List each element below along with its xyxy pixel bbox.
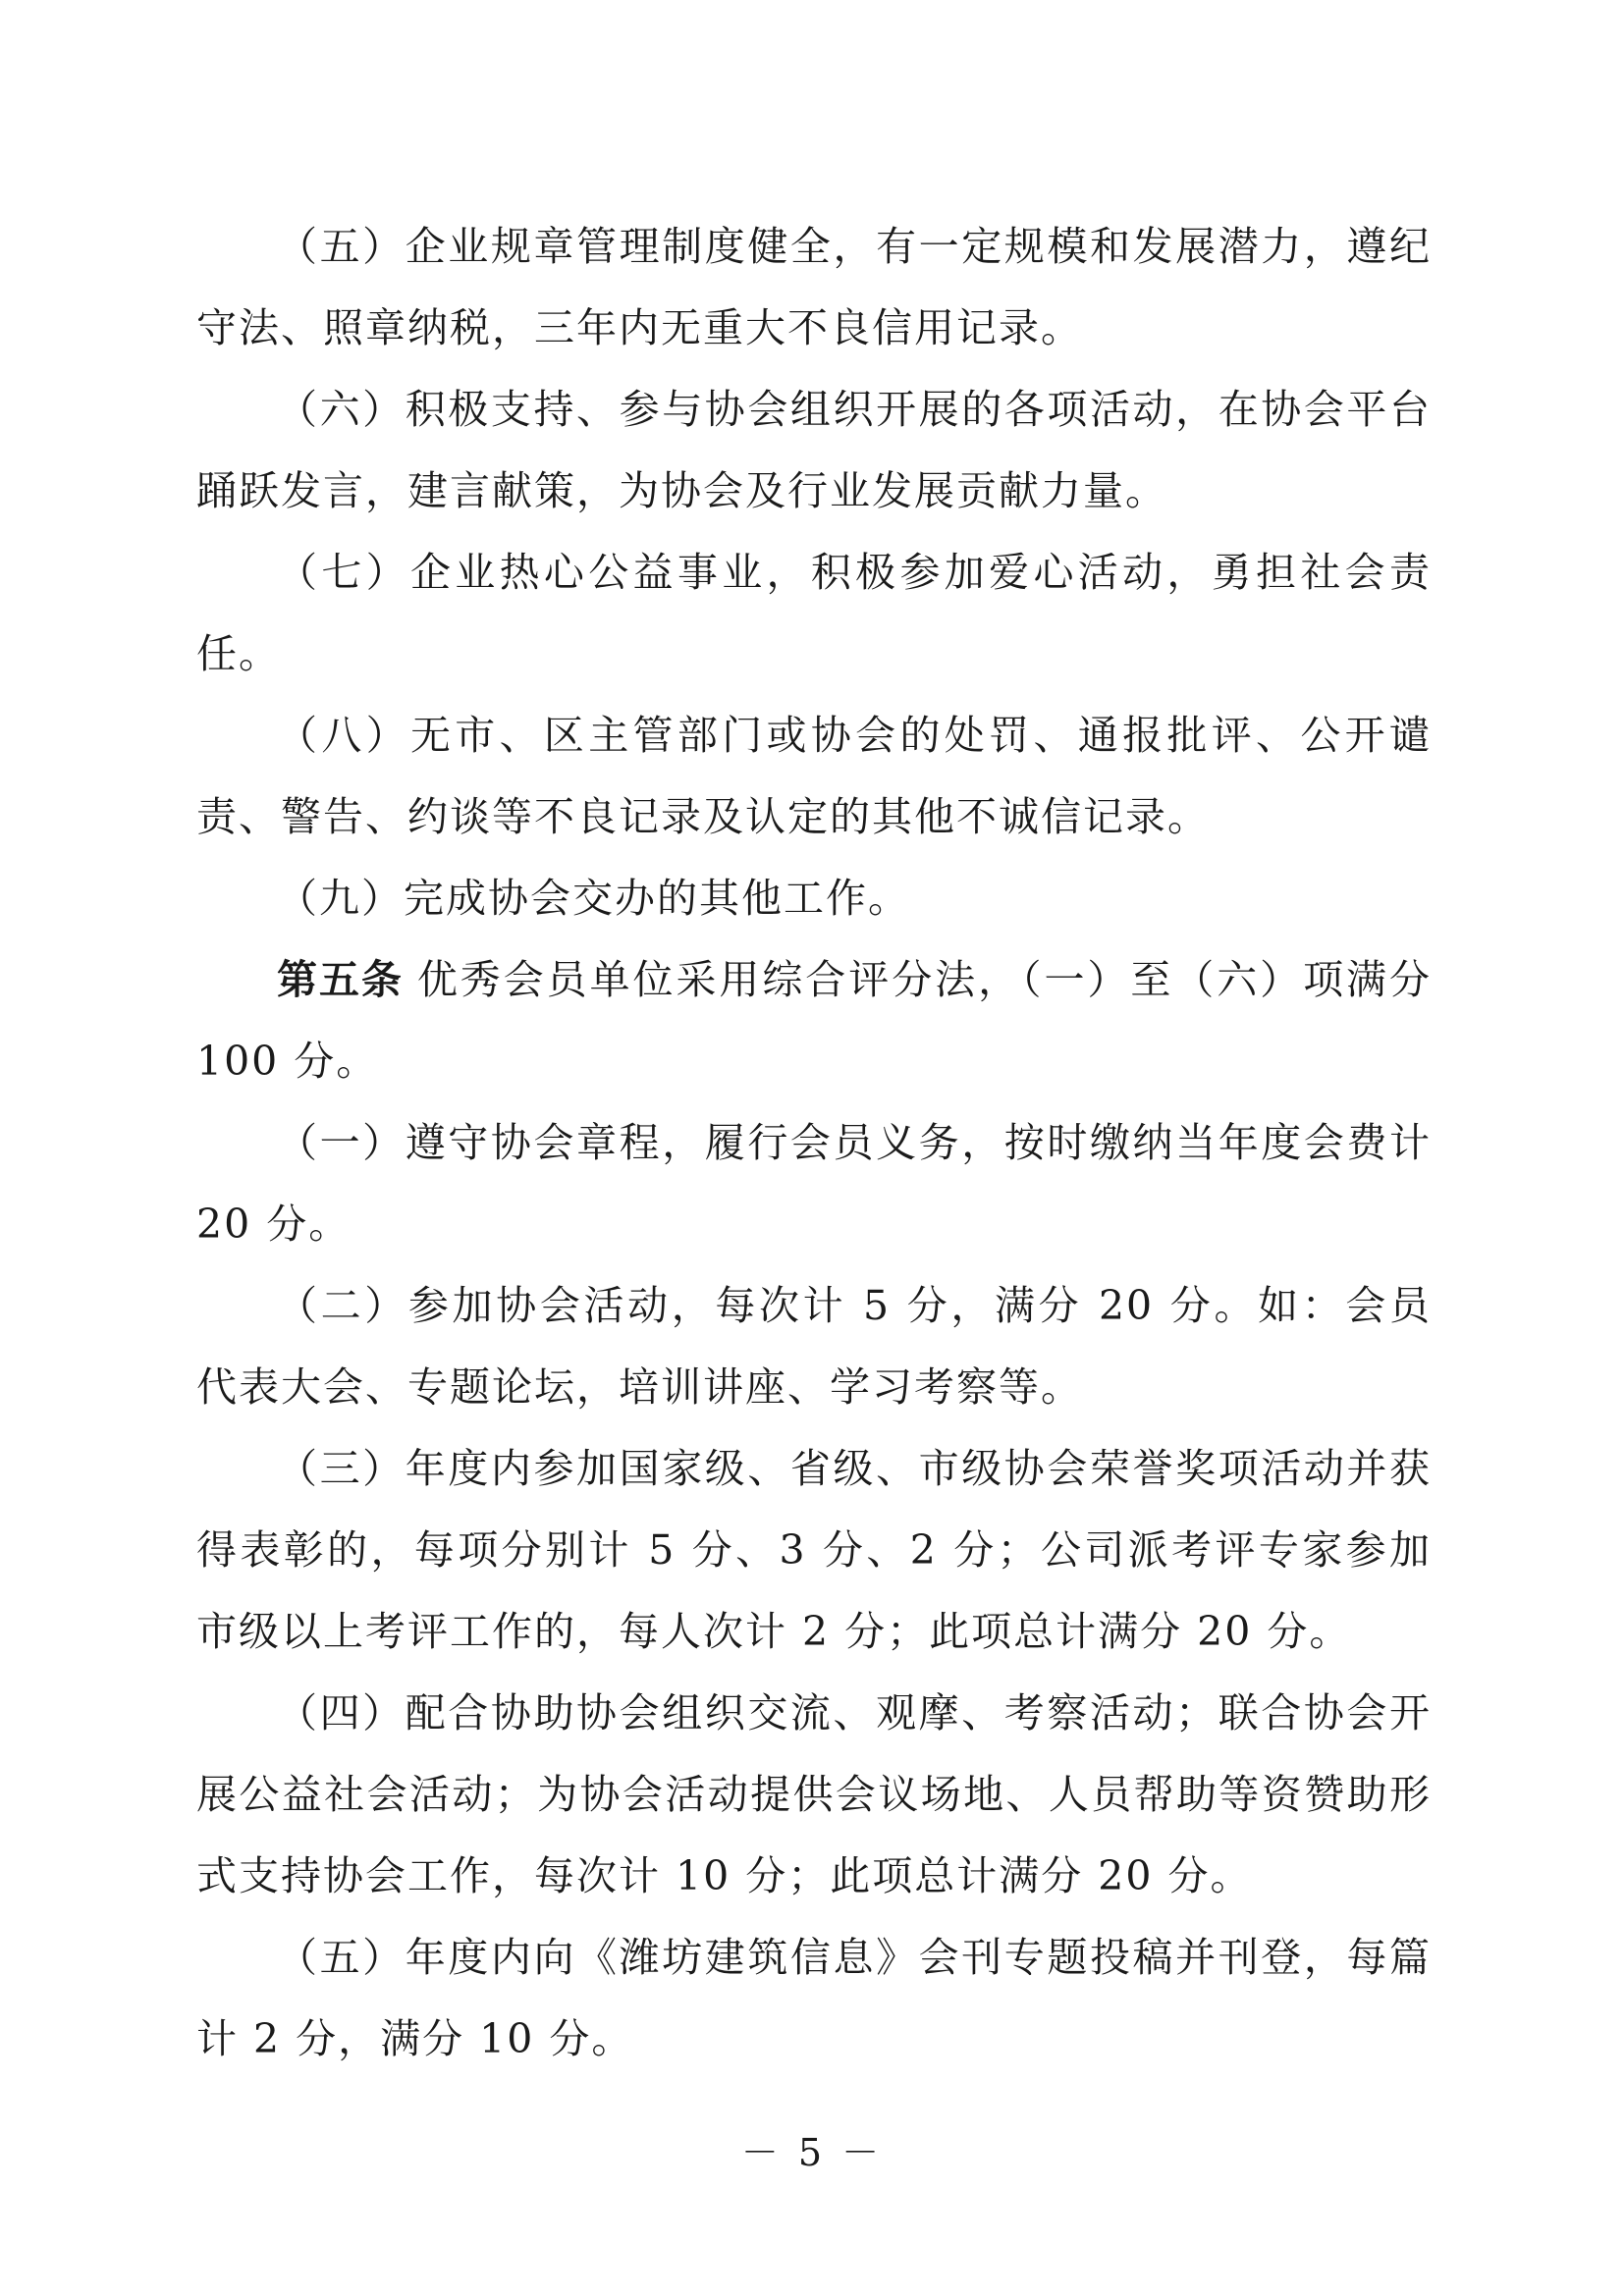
scoring-item-five bbox=[196, 1917, 1432, 2080]
paragraph-text: （四）配合协助协会组织交流、观摩、考察活动；联合协会开展公益社会活动；为协会活动提供会议场地、人员帮助等资赞助形式支持协会工作，每次计 10 分；此项总计满分 20 分。 bbox=[196, 1689, 1432, 1899]
article-five-paragraph bbox=[196, 939, 1432, 1102]
paragraph-text: （三）年度内参加国家级、省级、市级协会荣誉奖项活动并获得表彰的，每项分别计 5 分、3 分、2 分；公司派考评专家参加市级以上考评工作的，每人次计 2 分；此项总计满分 20 分。 bbox=[196, 1445, 1432, 1655]
scoring-item-one bbox=[196, 1102, 1432, 1265]
article-label: 第五条 bbox=[277, 956, 404, 1003]
clause-six-paragraph bbox=[196, 369, 1432, 532]
clause-eight-paragraph bbox=[196, 695, 1432, 858]
paragraph-text: （六）积极支持、参与协会组织开展的各项活动，在协会平台踊跃发言，建言献策，为协会及行业发展贡献力量。 bbox=[196, 386, 1432, 514]
paragraph-text: （五）企业规章管理制度健全，有一定规模和发展潜力，遵纪守法、照章纳税，三年内无重大不良信用记录。 bbox=[196, 223, 1432, 351]
paragraph-text: （一）遵守协会章程，履行会员义务，按时缴纳当年度会费计 20 分。 bbox=[196, 1119, 1432, 1248]
page-number: － 5 － bbox=[740, 2131, 884, 2174]
paragraph-text: （二）参加协会活动，每次计 5 分，满分 20 分。如：会员代表大会、专题论坛，培训讲座、学习考察等。 bbox=[196, 1282, 1432, 1411]
paragraph-text: 优秀会员单位采用综合评分法，（一）至（六）项满分 100 分。 bbox=[196, 956, 1432, 1085]
scoring-item-four bbox=[196, 1673, 1432, 1917]
paragraph-text: （九）完成协会交办的其他工作。 bbox=[277, 875, 910, 922]
clause-nine-paragraph bbox=[196, 858, 1432, 939]
scoring-item-three bbox=[196, 1428, 1432, 1673]
scoring-item-two bbox=[196, 1265, 1432, 1428]
document-body bbox=[196, 206, 1432, 2080]
paragraph-text: （七）企业热心公益事业，积极参加爱心活动，勇担社会责任。 bbox=[196, 549, 1432, 677]
clause-seven-paragraph bbox=[196, 532, 1432, 695]
clause-five-paragraph bbox=[196, 206, 1432, 369]
paragraph-text: （五）年度内向《潍坊建筑信息》会刊专题投稿并刊登，每篇计 2 分，满分 10 分。 bbox=[196, 1934, 1432, 2062]
paragraph-text: （八）无市、区主管部门或协会的处罚、通报批评、公开谴责、警告、约谈等不良记录及认定的其他不诚信记录。 bbox=[196, 712, 1432, 840]
